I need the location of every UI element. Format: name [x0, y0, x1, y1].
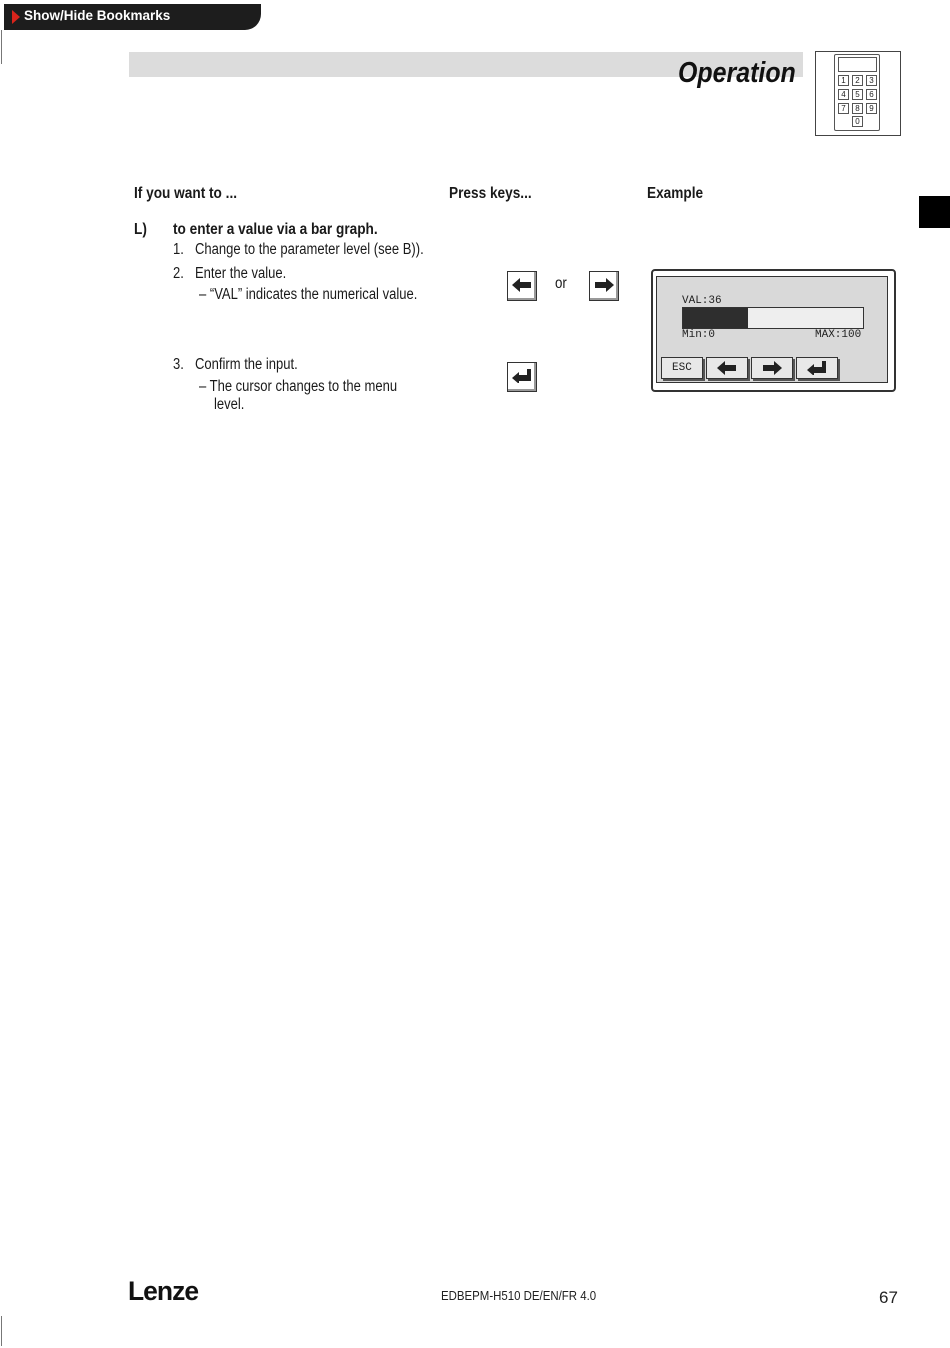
- step-number: 2.: [173, 265, 184, 282]
- step-text: Enter the value.: [195, 265, 287, 282]
- enter-key-button: [507, 362, 537, 392]
- arrow-left-icon: [512, 278, 532, 292]
- enter-icon: [512, 369, 532, 383]
- left-key-button: [507, 271, 537, 301]
- keypad-key: 4: [838, 89, 849, 100]
- keypad-screen-icon: [838, 57, 877, 72]
- bookmarks-toggle-label[interactable]: Show/Hide Bookmarks: [24, 8, 171, 23]
- page-edge-rule: [1, 30, 2, 64]
- display-esc-key: [661, 357, 703, 379]
- chapter-marker: [919, 196, 950, 228]
- page-edge-rule-bottom: [1, 1316, 2, 1346]
- row-id: L): [134, 221, 147, 238]
- lenze-logo: Lenze: [128, 1276, 199, 1306]
- page-title: Operation: [678, 57, 796, 89]
- keypad-key: 8: [852, 103, 863, 114]
- step-subtext: level.: [214, 396, 245, 413]
- step-number: 3.: [173, 356, 184, 373]
- row-title: to enter a value via a bar graph.: [173, 221, 378, 238]
- arrow-right-icon: [594, 278, 614, 292]
- display-max-label: MAX:100: [815, 329, 862, 341]
- right-key-button: [589, 271, 619, 301]
- column-heading-example: Example: [647, 185, 704, 202]
- enter-icon: [807, 361, 827, 375]
- arrow-right-icon: [762, 361, 782, 375]
- step-subtext: – The cursor changes to the menu: [199, 378, 398, 395]
- keypad-key: 2: [852, 75, 863, 86]
- step-text: Change to the parameter level (see B)).: [195, 241, 424, 258]
- step-text: Confirm the input.: [195, 356, 298, 373]
- display-min-label: Min:0: [682, 329, 716, 341]
- keypad-key: 1: [838, 75, 849, 86]
- keypad-key: 0: [852, 116, 863, 127]
- display-right-key: [751, 357, 793, 379]
- or-label: or: [555, 275, 567, 292]
- display-left-key: [706, 357, 748, 379]
- column-heading-press: Press keys...: [449, 185, 532, 202]
- keypad-key: 5: [852, 89, 863, 100]
- keypad-key: 3: [866, 75, 877, 86]
- bar-graph-fill: [683, 308, 748, 328]
- page-number: 67: [879, 1288, 898, 1307]
- document-id: EDBEPM-H510 DE/EN/FR 4.0: [441, 1288, 597, 1303]
- step-subtext: – “VAL” indicates the numerical value.: [199, 286, 418, 303]
- display-value-label: VAL:36: [682, 295, 722, 307]
- keypad-key: 6: [866, 89, 877, 100]
- keypad-key: 7: [838, 103, 849, 114]
- column-heading-want: If you want to ...: [134, 185, 238, 202]
- esc-key-label: ESC: [672, 362, 692, 374]
- arrow-left-icon: [717, 361, 737, 375]
- keypad-key: 9: [866, 103, 877, 114]
- step-number: 1.: [173, 241, 184, 258]
- display-enter-key: [796, 357, 838, 379]
- bookmarks-arrow-icon[interactable]: [12, 10, 20, 24]
